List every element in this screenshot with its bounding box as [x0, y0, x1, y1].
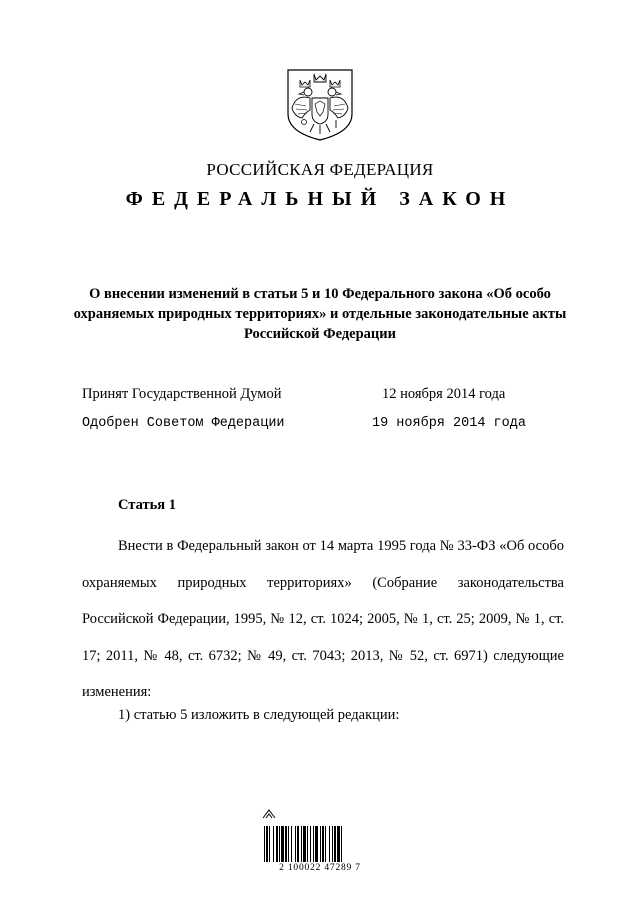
- article-heading: Статья 1: [118, 497, 176, 513]
- council-approval-date: 19 ноября 2014 года: [372, 416, 526, 431]
- council-approval-label: Одобрен Советом Федерации: [82, 416, 285, 431]
- coat-of-arms-emblem: [286, 68, 354, 142]
- barcode-mark-icon: [262, 809, 276, 819]
- document-type: ФЕДЕРАЛЬНЫЙ ЗАКОН: [125, 188, 515, 210]
- country-name: РОССИЙСКАЯ ФЕДЕРАЦИЯ: [206, 160, 434, 179]
- barcode-number: 2 100022 47289 7: [279, 863, 361, 873]
- duma-adoption-date: 12 ноября 2014 года: [382, 386, 506, 402]
- article-item-1: 1) статью 5 изложить в следующей редакции:: [118, 707, 400, 723]
- barcode-icon: [262, 826, 378, 862]
- article-paragraph-text: Внести в Федеральный закон от 14 марта 1995 года № 33-ФЗ «Об особо охраняемых природных территориях» (Собрание законодательства Российской Федерации, 1995, № 12, ст. 1024; 2005, № 1, ст. 25; 2009, № 1, ст. 17; 2011, № 48, ст. 6732; № 49, ст. 7043; 2013, № 52, ст. 6971) следующие изменения:: [82, 538, 564, 700]
- law-title: О внесении изменений в статьи 5 и 10 Федерального закона «Об особо охраняемых природных территориях» и отдельные законодательные акты Российской Федерации: [73, 286, 567, 342]
- barcode-block: [262, 808, 378, 873]
- duma-adoption-label: Принят Государственной Думой: [82, 386, 282, 402]
- article-paragraph: [82, 528, 564, 711]
